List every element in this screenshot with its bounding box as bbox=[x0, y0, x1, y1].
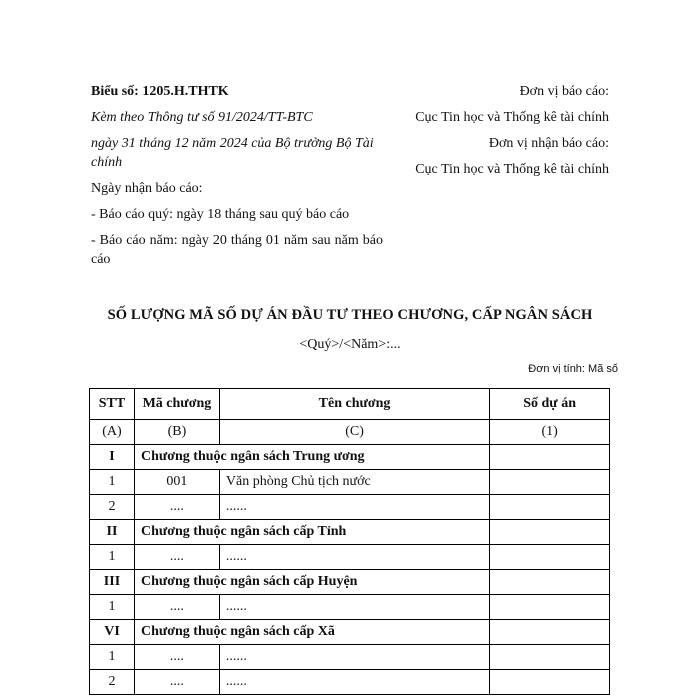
col-code-b: (B) bbox=[134, 420, 219, 445]
row-so-du-an bbox=[490, 670, 610, 695]
quarter-report-deadline: - Báo cáo quý: ngày 18 tháng sau quý báo cáo bbox=[91, 207, 350, 222]
project-count-table bbox=[89, 388, 610, 695]
receiving-unit-label: Đơn vị nhận báo cáo: bbox=[488, 136, 609, 151]
group-stt: III bbox=[90, 570, 135, 595]
col-code-c: (C) bbox=[219, 420, 489, 445]
group-stt: I bbox=[90, 445, 135, 470]
row-ma-chuong: .... bbox=[134, 495, 219, 520]
row-ten-chuong: ...... bbox=[219, 545, 489, 570]
row-stt: 2 bbox=[90, 495, 135, 520]
row-ten-chuong: Văn phòng Chủ tịch nước bbox=[219, 470, 489, 495]
table-header-row bbox=[90, 389, 610, 420]
column-code-row bbox=[90, 420, 610, 445]
document-header bbox=[91, 82, 609, 282]
group-value bbox=[490, 570, 610, 595]
row-ma-chuong: .... bbox=[134, 595, 219, 620]
col-code-a: (A) bbox=[90, 420, 135, 445]
receiving-unit: Cục Tin học và Thống kê tài chính bbox=[415, 162, 609, 177]
row-stt: 1 bbox=[90, 470, 135, 495]
row-ma-chuong: .... bbox=[134, 670, 219, 695]
col-code-1: (1) bbox=[490, 420, 610, 445]
row-ma-chuong: .... bbox=[134, 645, 219, 670]
circular-reference bbox=[91, 108, 383, 127]
header-right bbox=[409, 82, 609, 186]
group-label: Chương thuộc ngân sách cấp Huyện bbox=[134, 570, 489, 595]
unit-of-measure: Đơn vị tính: Mã số bbox=[528, 363, 618, 375]
col-header-ten-chuong: Tên chương bbox=[219, 389, 489, 420]
row-so-du-an bbox=[490, 470, 610, 495]
group-label: Chương thuộc ngân sách cấp Xã bbox=[134, 620, 489, 645]
row-so-du-an bbox=[490, 495, 610, 520]
group-row-central bbox=[90, 445, 610, 470]
row-so-du-an bbox=[490, 595, 610, 620]
annual-report-deadline: - Báo cáo năm: ngày 20 tháng 01 năm sau năm báo cáo bbox=[91, 233, 383, 267]
row-ten-chuong: ...... bbox=[219, 595, 489, 620]
row-stt: 2 bbox=[90, 670, 135, 695]
receive-date-label: Ngày nhận báo cáo: bbox=[91, 181, 203, 196]
table-row bbox=[90, 645, 610, 670]
col-header-so-du-an: Số dự án bbox=[490, 389, 610, 420]
table-row bbox=[90, 670, 610, 695]
circular-line-1: Kèm theo Thông tư số 91/2024/TT-BTC bbox=[91, 110, 313, 125]
report-period: <Quý>/<Năm>:... bbox=[299, 337, 401, 352]
reporting-unit-label: Đơn vị báo cáo: bbox=[519, 84, 609, 99]
row-stt: 1 bbox=[90, 645, 135, 670]
reporting-unit: Cục Tin học và Thống kê tài chính bbox=[415, 110, 609, 125]
group-label: Chương thuộc ngân sách Trung ương bbox=[134, 445, 489, 470]
group-label: Chương thuộc ngân sách cấp Tỉnh bbox=[134, 520, 489, 545]
col-header-stt: STT bbox=[90, 389, 135, 420]
table-row bbox=[90, 470, 610, 495]
form-code: Biểu số: 1205.H.THTK bbox=[91, 84, 229, 99]
row-ten-chuong: ...... bbox=[219, 645, 489, 670]
row-ten-chuong: ...... bbox=[219, 670, 489, 695]
row-stt: 1 bbox=[90, 545, 135, 570]
row-so-du-an bbox=[490, 645, 610, 670]
group-stt: II bbox=[90, 520, 135, 545]
row-so-du-an bbox=[490, 545, 610, 570]
document-title: SỐ LƯỢNG MÃ SỐ DỰ ÁN ĐẦU TƯ THEO CHƯƠNG, CẤP NGÂN SÁCH bbox=[107, 307, 593, 323]
row-ten-chuong: ...... bbox=[219, 495, 489, 520]
col-header-ma-chuong: Mã chương bbox=[134, 389, 219, 420]
group-row-commune bbox=[90, 620, 610, 645]
group-stt: VI bbox=[90, 620, 135, 645]
table-row bbox=[90, 595, 610, 620]
group-value bbox=[490, 520, 610, 545]
group-row-district bbox=[90, 570, 610, 595]
row-ma-chuong: 001 bbox=[134, 470, 219, 495]
row-stt: 1 bbox=[90, 595, 135, 620]
table-row bbox=[90, 495, 610, 520]
table-row bbox=[90, 545, 610, 570]
group-value bbox=[490, 445, 610, 470]
group-value bbox=[490, 620, 610, 645]
row-ma-chuong: .... bbox=[134, 545, 219, 570]
group-row-province bbox=[90, 520, 610, 545]
header-left bbox=[91, 82, 383, 276]
circular-date: ngày 31 tháng 12 năm 2024 của Bộ trưởng Bộ Tài chính bbox=[91, 136, 374, 170]
